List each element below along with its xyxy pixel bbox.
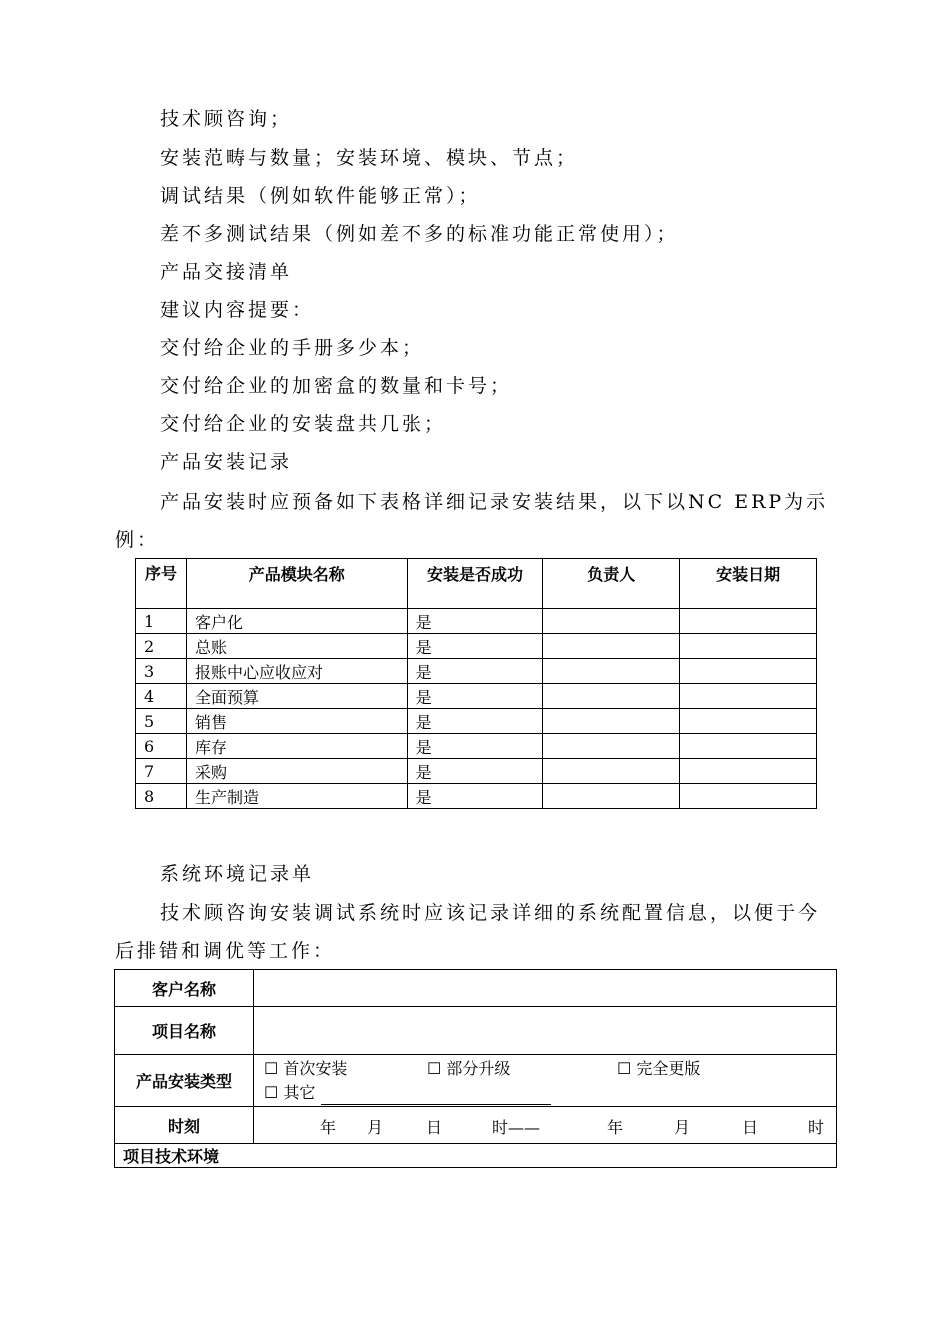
cell-module-name: 客户化 — [186, 609, 407, 634]
section-heading-install-record: 产品安装记录 — [160, 451, 293, 473]
text-line: 技术顾咨询； — [160, 108, 293, 130]
cell-index: 1 — [136, 609, 187, 634]
option-full-upgrade[interactable]: ☐ 完全更版 — [617, 1058, 701, 1078]
cell-install-success: 是 — [407, 634, 543, 659]
table-row — [136, 684, 817, 709]
cell-owner[interactable] — [543, 759, 680, 784]
cell-index: 2 — [136, 634, 187, 659]
customer-row — [115, 970, 837, 1007]
cell-owner[interactable] — [543, 709, 680, 734]
header-index: 序号 — [136, 559, 187, 609]
header-owner: 负责人 — [543, 559, 680, 609]
cell-install-success: 是 — [407, 784, 543, 809]
cell-owner[interactable] — [543, 634, 680, 659]
option-partial-upgrade[interactable]: ☐ 部分升级 — [427, 1058, 511, 1078]
cell-index: 7 — [136, 759, 187, 784]
env-intro-paragraph: 技术顾咨询安装调试系统时应该记录详细的系统配置信息，以便于今后排错和调优等工作： — [115, 902, 821, 962]
project-label: 项目名称 — [115, 1007, 254, 1055]
install-type-row — [115, 1055, 837, 1107]
other-blank-field[interactable] — [321, 1090, 551, 1105]
cell-module-name: 全面预算 — [186, 684, 407, 709]
cell-install-success: 是 — [407, 709, 543, 734]
time-value[interactable] — [254, 1107, 837, 1144]
section-heading-env-record: 系统环境记录单 — [160, 863, 315, 885]
table-row — [136, 709, 817, 734]
time-part: 时—— — [492, 1118, 541, 1137]
cell-owner[interactable] — [543, 784, 680, 809]
text-line: 安装范畴与数量；安装环境、模块、节点； — [160, 147, 579, 169]
time-part: 年 — [607, 1118, 624, 1137]
cell-module-name: 报账中心应收应对 — [186, 659, 407, 684]
cell-module-name: 库存 — [186, 734, 407, 759]
text-line: 交付给企业的安装盘共几张； — [160, 413, 447, 435]
cell-owner[interactable] — [543, 734, 680, 759]
env-label: 项目技术环境 — [115, 1144, 837, 1168]
table-row — [136, 734, 817, 759]
cell-install-success: 是 — [407, 759, 543, 784]
cell-install-date[interactable] — [680, 734, 817, 759]
cell-install-date[interactable] — [680, 784, 817, 809]
cell-module-name: 采购 — [186, 759, 407, 784]
cell-module-name: 总账 — [186, 634, 407, 659]
cell-owner[interactable] — [543, 609, 680, 634]
cell-index: 3 — [136, 659, 187, 684]
table-row — [136, 784, 817, 809]
cell-install-success: 是 — [407, 659, 543, 684]
text-line: 建议内容提要： — [160, 299, 315, 321]
install-record-table — [135, 558, 817, 809]
time-part: 月 — [367, 1118, 384, 1137]
cell-install-success: 是 — [407, 609, 543, 634]
cell-install-date[interactable] — [680, 634, 817, 659]
cell-module-name: 销售 — [186, 709, 407, 734]
text-line: 调试结果（例如软件能够正常）； — [160, 185, 481, 207]
table-row — [136, 659, 817, 684]
install-intro-paragraph: 产品安装时应预备如下表格详细记录安装结果，以下以NC ERP为示例： — [115, 491, 829, 551]
table-row — [136, 634, 817, 659]
table-row — [136, 609, 817, 634]
cell-install-success: 是 — [407, 734, 543, 759]
cell-install-date[interactable] — [680, 709, 817, 734]
cell-install-success: 是 — [407, 684, 543, 709]
install-type-label: 产品安装类型 — [115, 1055, 254, 1107]
cell-module-name: 生产制造 — [186, 784, 407, 809]
time-row — [115, 1107, 837, 1144]
text-line: 交付给企业的手册多少本； — [160, 337, 425, 359]
project-value[interactable] — [254, 1007, 837, 1055]
text-line: 交付给企业的加密盒的数量和卡号； — [160, 375, 513, 397]
header-module-name: 产品模块名称 — [186, 559, 407, 609]
cell-owner[interactable] — [543, 659, 680, 684]
cell-index: 4 — [136, 684, 187, 709]
cell-install-date[interactable] — [680, 609, 817, 634]
cell-index: 8 — [136, 784, 187, 809]
time-part: 月 — [674, 1118, 691, 1137]
customer-value[interactable] — [254, 970, 837, 1007]
project-row — [115, 1007, 837, 1055]
env-record-table — [114, 969, 837, 1168]
cell-install-date[interactable] — [680, 659, 817, 684]
table-header-row — [136, 559, 817, 609]
cell-install-date[interactable] — [680, 759, 817, 784]
cell-index: 6 — [136, 734, 187, 759]
cell-owner[interactable] — [543, 684, 680, 709]
time-label: 时刻 — [115, 1107, 254, 1144]
option-other[interactable]: ☐ 其它 — [264, 1082, 316, 1102]
customer-label: 客户名称 — [115, 970, 254, 1007]
option-first-install[interactable]: ☐ 首次安装 — [264, 1058, 348, 1078]
install-type-options — [254, 1055, 837, 1107]
text-line: 差不多测试结果（例如差不多的标准功能正常使用）； — [160, 223, 679, 245]
time-part: 时 — [808, 1118, 825, 1137]
time-part: 日 — [426, 1118, 443, 1137]
table-row — [136, 759, 817, 784]
cell-install-date[interactable] — [680, 684, 817, 709]
text-line: 产品交接清单 — [160, 261, 293, 283]
time-part: 年 — [320, 1118, 337, 1137]
cell-index: 5 — [136, 709, 187, 734]
header-install-date: 安装日期 — [680, 559, 817, 609]
time-part: 日 — [742, 1118, 759, 1137]
env-row — [115, 1144, 837, 1168]
header-install-success: 安装是否成功 — [407, 559, 543, 609]
